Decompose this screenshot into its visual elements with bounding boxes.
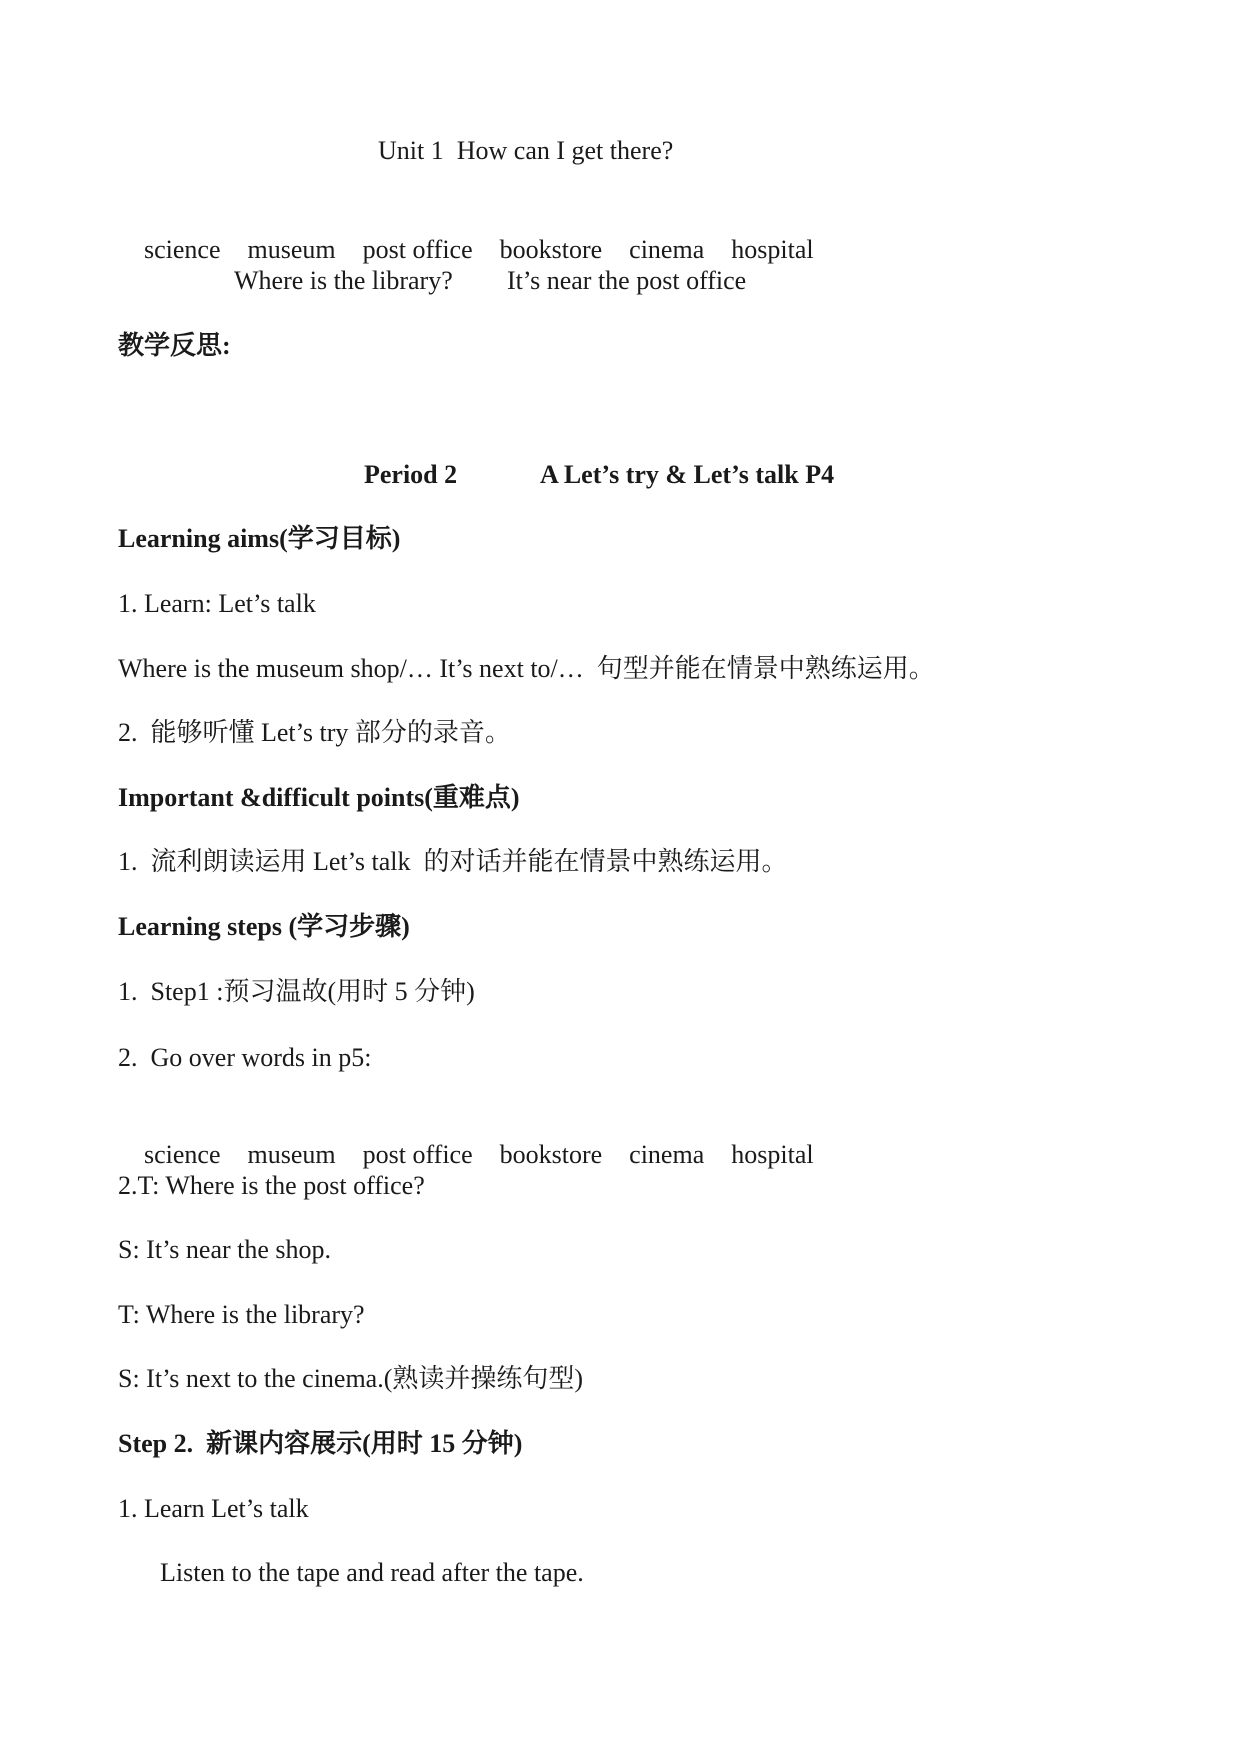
vocab-word: museum [247, 235, 336, 264]
vocab-word: science [144, 1140, 221, 1169]
learning-aims-item-1-detail: Where is the museum shop/… It’s next to/… 句型并能在情景中熟练运用。 [118, 654, 935, 683]
vocab-word: hospital [731, 1140, 814, 1169]
vocab-word: museum [247, 1140, 336, 1169]
period-label: Period 2 [364, 460, 458, 489]
reflection-label: 教学反思: [118, 331, 231, 360]
important-points-item-1: 1. 流利朗读运用 Let’s talk 的对话并能在情景中熟练运用。 [118, 847, 788, 876]
learning-aims-item-1: 1. Learn: Let’s talk [118, 589, 316, 618]
unit-title: Unit 1 How can I get there? [378, 136, 674, 165]
step-2-item-1: 1. Learn Let’s talk [118, 1494, 309, 1523]
vocab-word: cinema [629, 235, 705, 264]
step-2-heading: Step 2. 新课内容展示(用时 15 分钟) [118, 1429, 523, 1458]
dialogue-line: T: Where is the library? [118, 1300, 365, 1329]
sentence-question: Where is the library? [234, 266, 453, 295]
vocab-word: science [144, 235, 221, 264]
step-1: 1. Step1 :预习温故(用时 5 分钟) [118, 977, 475, 1006]
dialogue-line: S: It’s next to the cinema.(熟读并操练句型) [118, 1364, 584, 1393]
vocab-word: hospital [731, 235, 814, 264]
learning-aims-heading: Learning aims(学习目标) [118, 524, 401, 553]
vocab-word: post office [362, 1140, 473, 1169]
important-points-heading: Important &difficult points(重难点) [118, 783, 520, 812]
vocab-word: cinema [629, 1140, 705, 1169]
step-2-item-1-detail: Listen to the tape and read after the tape. [160, 1558, 584, 1587]
step-1-sub: 2. Go over words in p5: [118, 1043, 372, 1072]
dialogue-line: S: It’s near the shop. [118, 1235, 332, 1264]
vocab-word: post office [362, 235, 473, 264]
period-title: A Let’s try & Let’s talk P4 [540, 460, 835, 489]
learning-aims-item-2: 2. 能够听懂 Let’s try 部分的录音。 [118, 718, 511, 747]
vocab-word: bookstore [499, 1140, 603, 1169]
learning-steps-heading: Learning steps (学习步骤) [118, 912, 410, 941]
vocab-word: bookstore [499, 235, 603, 264]
dialogue-line: 2.T: Where is the post office? [118, 1171, 425, 1200]
sentence-answer: It’s near the post office [507, 266, 747, 295]
